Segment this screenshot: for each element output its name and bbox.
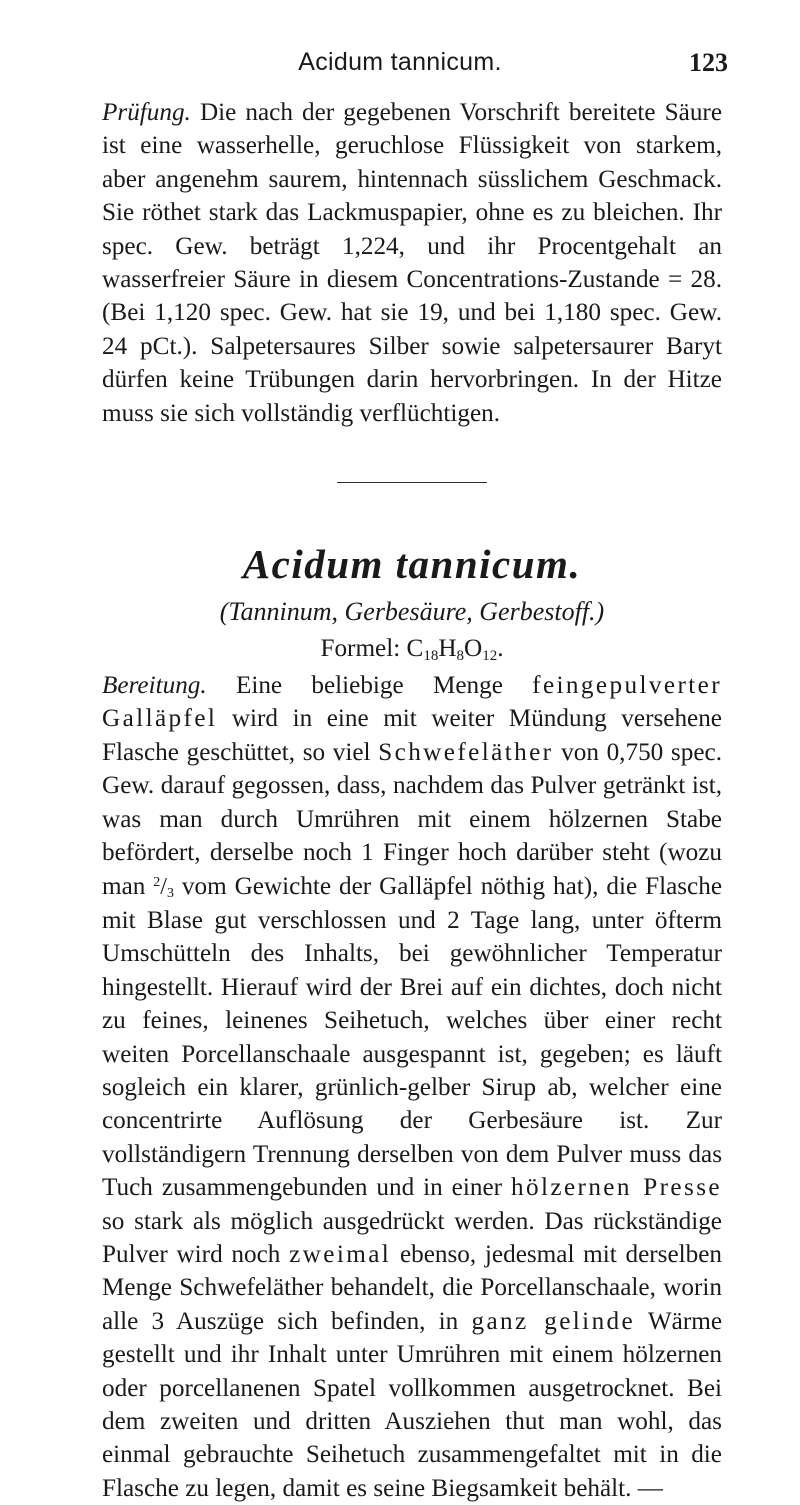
formula-c-count: 18 bbox=[423, 648, 439, 665]
fraction-denominator: 3 bbox=[166, 885, 174, 901]
emphasis-ganz-gelinde: ganz gelinde bbox=[471, 1307, 636, 1335]
section-synonyms: (Tanninum, Gerbesäure, Gerbestoff.) bbox=[219, 597, 605, 627]
chemical-formula bbox=[102, 631, 722, 667]
bereitung-text-3: von 0,750 spec. Gew. darauf gegossen, dass, nachdem das Pulver getränkt ist, was man durch Umrühren mit einem hölzernen Stabe befördert, derselbe noch 1 Finger hoch darüber steht (wozu man bbox=[102, 738, 722, 900]
bereitung-paragraph bbox=[102, 669, 722, 1505]
page-number: 123 bbox=[689, 48, 728, 77]
formula-o: O bbox=[464, 635, 483, 663]
fraction-slash: / bbox=[160, 873, 167, 900]
bereitung-text-4: vom Gewichte der Galläpfel nöthig hat), die Flasche mit Blase gut verschlossen und 2 Tage lang, unter öfterm Umschütteln des Inhalts, bei gewöhnlicher Temperatur hingestellt. Hierauf wird der Brei auf ein dichtes, doch nicht zu feines, leinenes Seihetuch, welches über einer recht weiten Porcellanschaale ausgespannt ist, gegeben; es läuft sogleich ein klarer, grünlich-gelber Sirup ab, welcher eine concentrirte Auflösung der Gerbesäure ist. Zur vollständigern Trennung derselben von dem Pulver muss das Tuch zusammengebunden und in einer bbox=[102, 872, 723, 1202]
pruefung-paragraph bbox=[102, 96, 722, 430]
fraction-two-thirds bbox=[153, 874, 174, 900]
page-body bbox=[102, 96, 722, 1505]
pruefung-lead: Prüfung. bbox=[102, 99, 191, 126]
emphasis-hoelzernen-presse: hölzernen Presse bbox=[510, 1174, 722, 1202]
bereitung-text-2: wird in eine mit weiter Mündung versehene Flasche geschüttet, so viel bbox=[102, 705, 722, 766]
bereitung-text-1: Eine beliebige Menge bbox=[235, 672, 503, 700]
formula-h: H bbox=[438, 635, 457, 663]
emphasis-zweimal: zweimal bbox=[289, 1240, 392, 1268]
bereitung-lead: Bereitung. bbox=[102, 672, 207, 700]
bereitung-text-7: Wärme gestellt und ihr Inhalt unter Umrühren mit einem hölzernen oder porcellanenen Spatel vollkommen ausgetrocknet. Bei dem zweiten und dritten Ausziehen thut man wohl, das einmal gebrauchte Seihetuch zusammengefaltet mit in die Flasche zu legen, damit es seine Biegsamkeit behält. — bbox=[102, 1307, 723, 1502]
bereitung-text-5: so stark als möglich ausgedrückt werden. Das rückständige Pulver wird noch bbox=[102, 1207, 722, 1268]
formula-h-count: 8 bbox=[456, 648, 465, 665]
formula-o-count: 12 bbox=[482, 648, 498, 665]
fraction-numerator: 2 bbox=[153, 874, 161, 890]
section-divider bbox=[337, 482, 487, 483]
running-header bbox=[0, 48, 800, 84]
running-title: Acidum tannicum. bbox=[298, 48, 502, 76]
emphasis-feingepulverter: feingepulverter Galläpfel bbox=[102, 672, 722, 733]
emphasis-schwefelaether: Schwefeläther bbox=[378, 738, 554, 766]
formula-end: . bbox=[497, 635, 504, 663]
section-title: Acidum tannicum. bbox=[242, 541, 582, 588]
formula-c: C bbox=[406, 635, 424, 663]
bereitung-text-6: ebenso, jedesmal mit derselben Menge Schwefeläther behandelt, die Porcellanschaale, worin alle 3 Auszüge sich befinden, in bbox=[102, 1240, 723, 1335]
formula-label: Formel: bbox=[320, 635, 401, 663]
pruefung-text: Die nach der gegebenen Vorschrift bereitete Säure ist eine wasserhelle, geruchlose Flüssigkeit von starkem, aber angenehm saurem, hintennach süsslichem Geschmack. Sie röthet stark das Lackmuspapier, ohne es zu bleichen. Ihr spec. Gew. beträgt 1,224, und ihr Procentgehalt an wasserfreier Säure in diesem Concentrations-Zustande = 28. (Bei 1,120 spec. Gew. hat sie 19, und bei 1,180 spec. Gew. 24 pCt.). Salpetersaures Silber sowie salpetersaurer Baryt dürfen keine Trübungen darin hervorbringen. In der Hitze muss sie sich vollständig verflüchtigen. bbox=[102, 99, 722, 427]
